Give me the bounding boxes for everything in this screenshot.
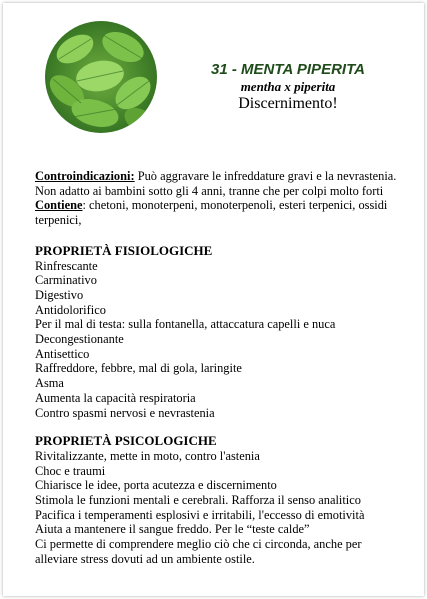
contraindications-paragraph — [35, 169, 405, 198]
list-item: Decongestionante — [35, 332, 124, 347]
mint-leaves-photo — [45, 21, 157, 133]
list-item: Carminativo — [35, 273, 97, 288]
list-item: Chiarisce le idee, porta acutezza e discernimento — [35, 478, 277, 493]
list-item: Contro spasmi nervosi e nevrastenia — [35, 405, 215, 420]
contraindications-label: Controindicazioni: — [35, 169, 135, 183]
psychological-heading: PROPRIETÀ PSICOLOGICHE — [35, 433, 217, 449]
tagline: Discernimento! — [238, 95, 338, 112]
header — [178, 61, 398, 113]
mint-leaves-image — [45, 21, 157, 133]
list-item: Raffreddore, febbre, mal di gola, laringite — [35, 361, 242, 376]
psychological-list — [35, 449, 405, 567]
physiological-heading: PROPRIETÀ FISIOLOGICHE — [35, 242, 213, 258]
list-item: Antisettico — [35, 346, 90, 361]
page-title: 31 - MENTA PIPERITA — [211, 61, 365, 78]
list-item: Rivitalizzante, mette in moto, contro l'astenia — [35, 448, 260, 463]
list-item: Digestivo — [35, 287, 84, 302]
list-item: Rinfrescante — [35, 258, 98, 273]
list-item: Antidolorifico — [35, 302, 106, 317]
list-item: Asma — [35, 376, 64, 391]
document-page — [3, 3, 424, 596]
content — [35, 169, 405, 567]
list-item: Pacifica i temperamenti esplosivi e irritabili, l'eccesso di emotività — [35, 507, 365, 522]
list-item: Ci permette di comprendere meglio ciò che ci circonda, anche per alleviare stress dovuti ad un ambiente ostile. — [35, 537, 362, 566]
physiological-list — [35, 259, 405, 421]
list-item: Aiuta a mantenere il sangue freddo. Per le “teste calde” — [35, 522, 310, 537]
list-item: Per il mal di testa: sulla fontanella, attaccatura capelli e nuca — [35, 317, 336, 332]
contains-label: Contiene — [35, 198, 83, 213]
contraindications-text: Può aggravare le infreddature gravi e la nevrastenia. Non adatto ai bambini sotto gli 4 anni, tranne che per colpi molto forti — [35, 169, 397, 198]
list-item: Stimola le funzioni mentali e cerebrali. Rafforza il senso analitico — [35, 493, 361, 508]
contains-text: : chetoni, monoterpeni, monoterpenoli, esteri terpenici, ossidi terpenici, — [35, 198, 388, 228]
list-item: Choc e traumi — [35, 463, 106, 478]
list-item: Aumenta la capacità respiratoria — [35, 390, 196, 405]
botanical-name: mentha x piperita — [240, 79, 336, 94]
contains-paragraph — [35, 198, 405, 227]
